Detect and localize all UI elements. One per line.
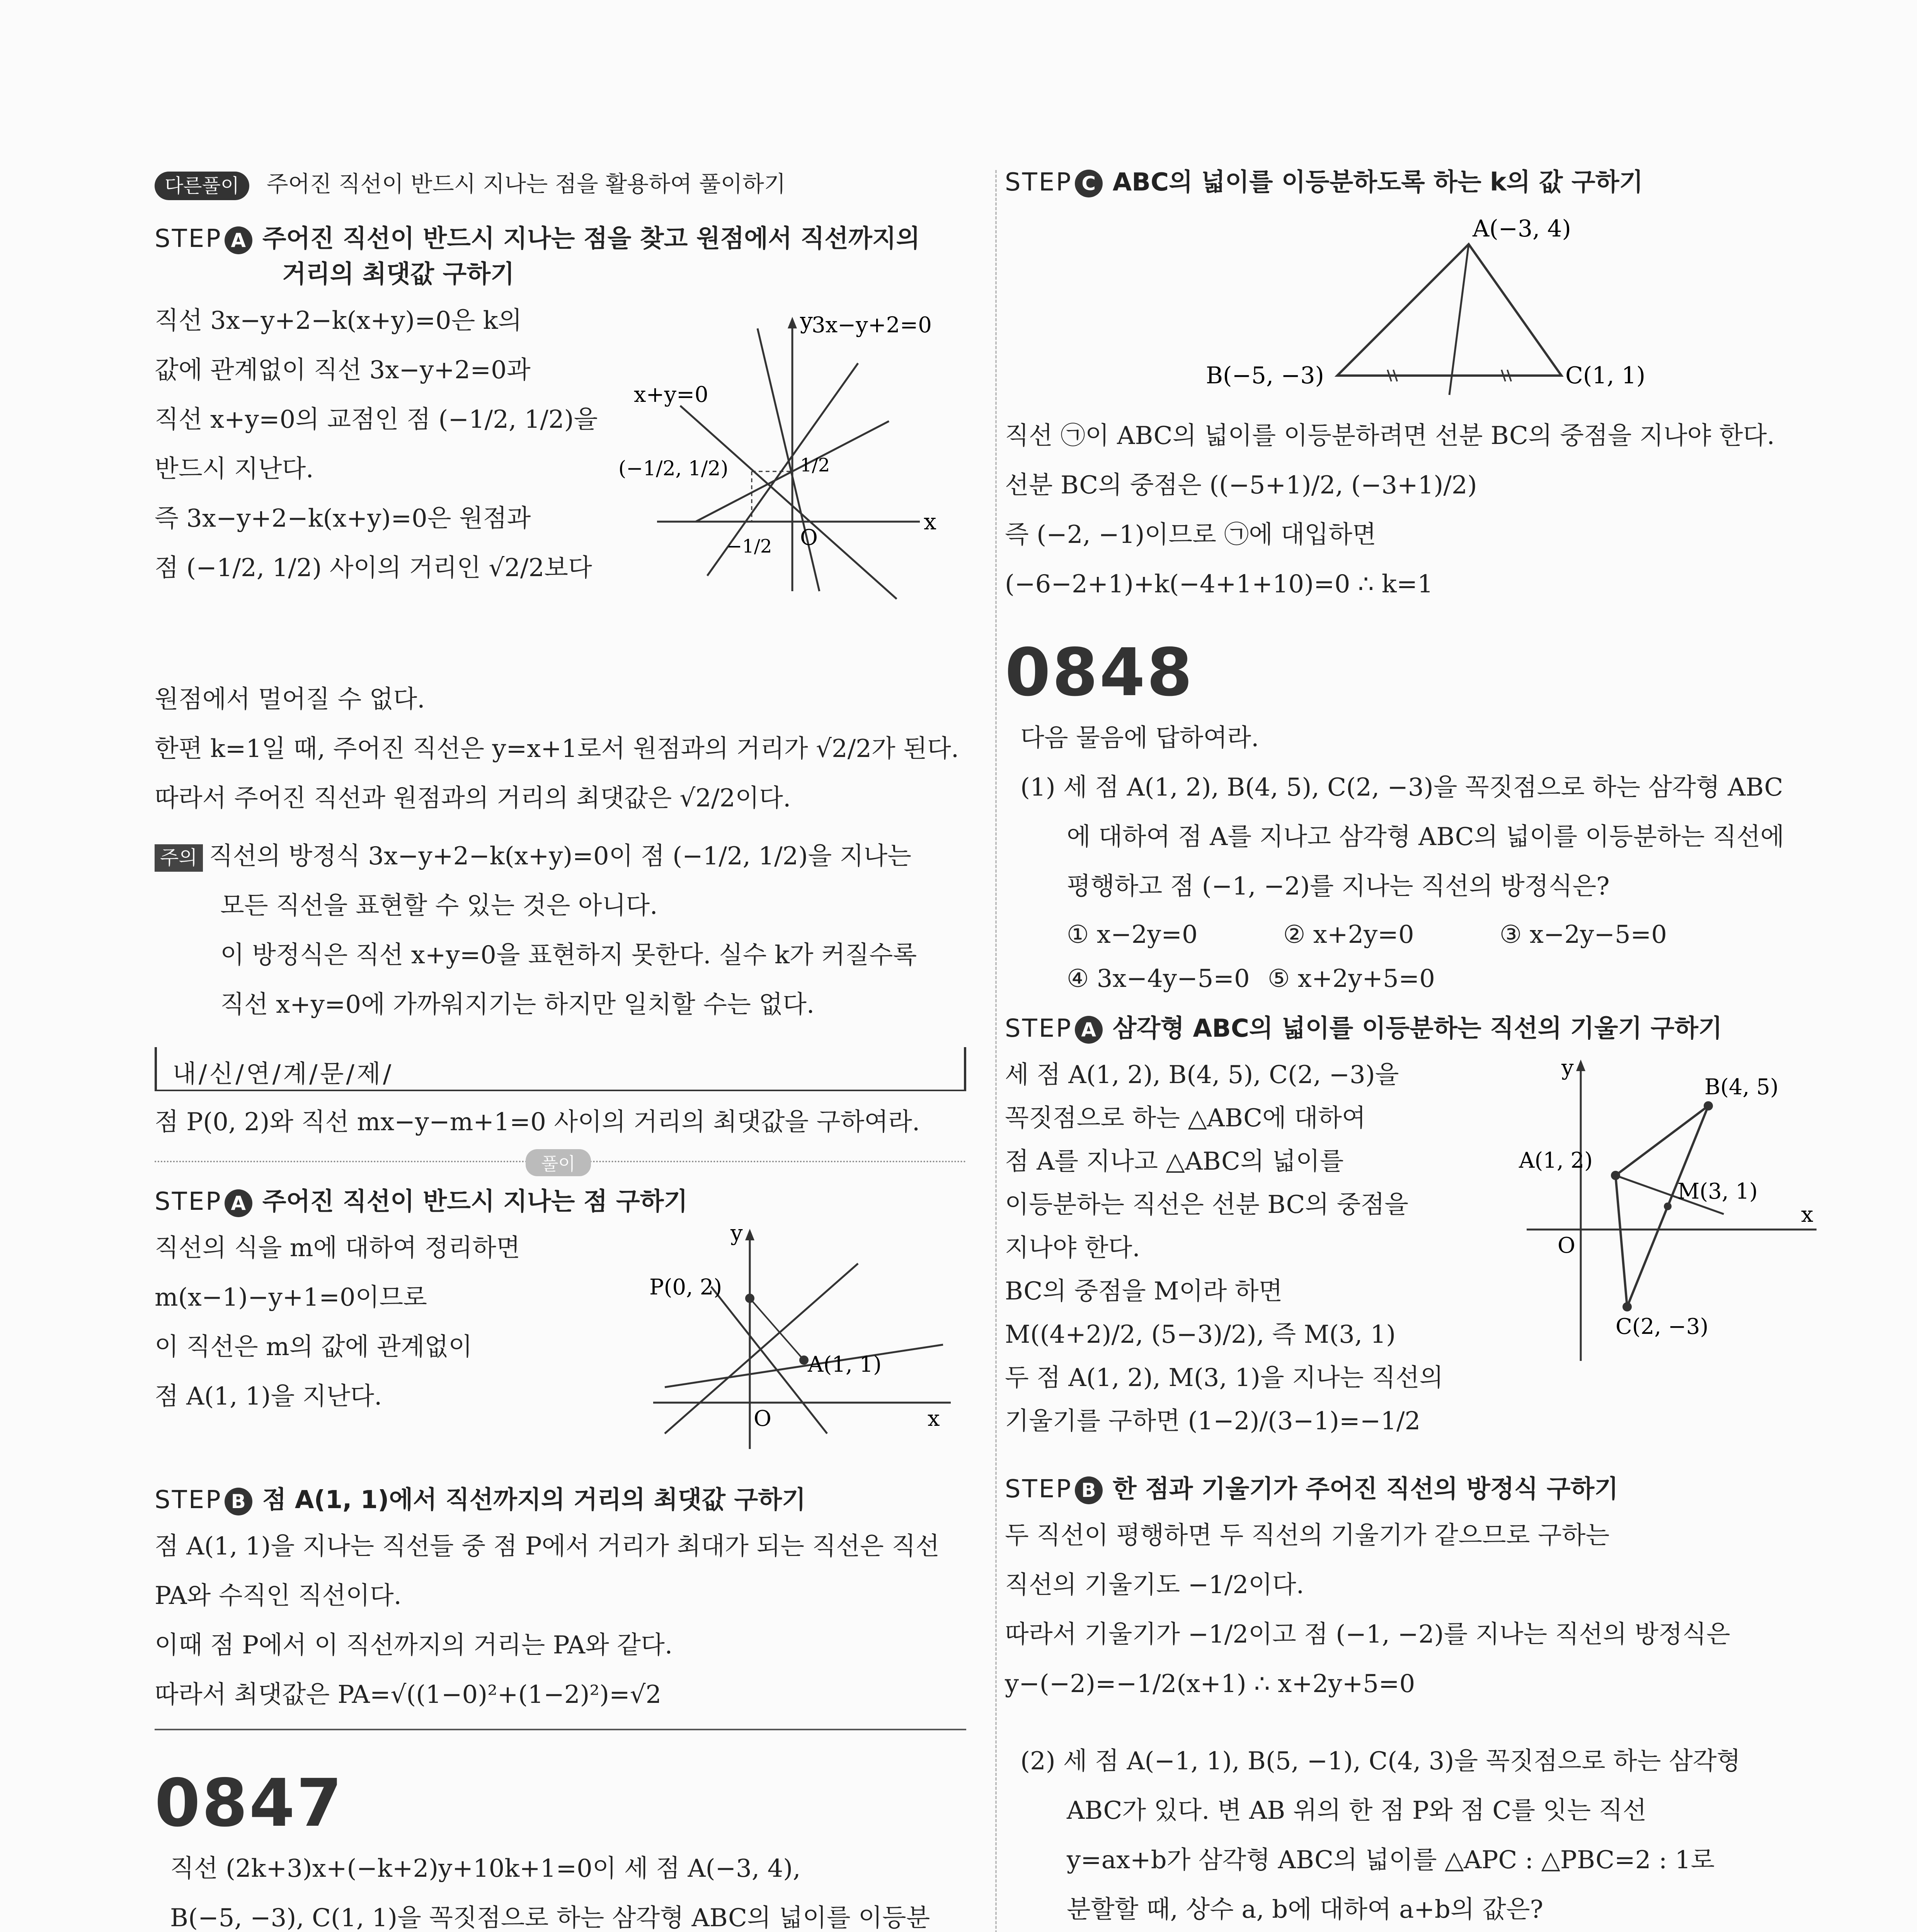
point-m-label: M(3, 1): [1677, 1179, 1758, 1204]
text-line: 즉 3x−y+2−k(x+y)=0은 원점과: [155, 504, 531, 533]
alt-solution-title: 주어진 직선이 반드시 지나는 점을 활용하여 풀이하기: [266, 171, 786, 197]
text-line: 직선 3x−y+2−k(x+y)=0은 k의: [155, 306, 522, 335]
problem-0847: 직선 (2k+3)x+(−k+2)y+10k+1=0이 세 점 A(−3, 4), B(−5, −3), C(1, 1)을 꼭짓점으로 하는 삼각형 ABC의 넓이를 이등분: [170, 1854, 930, 1932]
related-problem-text: 점 P(0, 2)와 직선 mx−y−m+1=0 사이의 거리의 최댓값을 구하여라.: [155, 1108, 920, 1137]
text-line: 한편 k=1일 때, 주어진 직선은 y=x+1로서 원점과의 거리가 √2/2가 된다.: [155, 735, 959, 764]
caution-badge: 주의: [155, 844, 203, 872]
right-column: STEP C ABC의 넓이를 이등분하도록 하는 k의 값 구하기 A(−3, 4) B(−5, −3) C(1, 1) 직선 ㉠이 ABC의 넓이를 이등분하려면 선분 BC의 중점을 지나야 한다. 선분 BC의 중점은 ((−5+1)/2, (−3+1)/2) 즉 (−2, −1)이므로 ㉠에 대입하면 (−6−2+1)+k(−4+1+10)=0 ∴ k=1 0848 다음 물음에 답하여라. (1) 세 점 A(1, 2), B(4, 5), C(2, −3)을 꼭짓점으로 하는 삼각형 ABC 에 대하여 점 A를 지나고 삼각형 ABC의 넓이를 이등분하는 직선에 평행하고 점 (−1, −2)를 지나는 직선의 방정식은? ① x−2y=0 ② x+2y=0 ③ x−2y−5=0 ④ 3x−4y−5=0 ⑤ x+2y+5=0 STEP A 삼각형 ABC의 넓이를 이등분하는 직선의 기울기 구하기 세 점 A(1, 2), B(4, 5), C(2, −3)을 꼭짓점으로 하는 △ABC에 대하여 점 A를 지나고 △ABC의 넓이를 이등분하는 직선은 선분 BC의 중점을 지나야 한다. BC의 중점을 M이라 하면 M((4+2)/2, (5−3)/2), 즉 M(3, 1) 두 점 A(1, 2), M(3, 1)을 지나는 직선의 기울기를 구하면 (1−2)/(3−1)=−1/2 A(1, 2) B(4, 5) C(2, −3) M(3, 1) y x O STEP B 한 점과 기울기가 주어진 직선의 방정식 구하기 두 직선이 평행하면 두 직선의 기울기가 같으므로 구하는 직선의 기울기도 −1/2이다. 따라서 기울기가 −1/2이고 점 (−1, −2)를 지나는 직선의 방정식은 y−(−2)=−1/2(x+1) ∴ x+2y+5=0 (2) 세 점 A(−1, 1), B(5, −1), C(4, 3)을 꼭짓점으로 하는 삼각형 ABC가 있다. 변 AB 위의 한 점 P와 점 C를 잇는 직선 y=ax+b가 삼각형 ABC의 넓이를 △APC : △PBC=2 : 1로 분할할 때, 상수 a, b에 대하여 a+b의 값은?: [1005, 162, 1840, 1932]
axis-y-label: y: [730, 1221, 743, 1246]
point-c-label: C(2, −3): [1616, 1314, 1709, 1339]
axis-y-label: y: [1561, 1055, 1574, 1080]
step-letter-icon: A: [225, 226, 252, 254]
text-line: 따라서 주어진 직선과 원점과의 거리의 최댓값은 √2/2이다.: [155, 784, 791, 813]
related-problem-box: [155, 1047, 966, 1091]
origin-label: O: [754, 1406, 771, 1432]
answer-options: [1020, 920, 1840, 949]
origin-label: O: [1558, 1233, 1575, 1258]
problem-number: 0848: [1005, 634, 1194, 711]
column-divider: [995, 170, 997, 1932]
tick-label: 1/2: [800, 454, 830, 476]
axis-x-label: x: [928, 1406, 940, 1432]
text-line: 직선 x+y=0의 교점인 점 (−1/2, 1/2)을: [155, 405, 598, 434]
equation-label: 3x−y+2=0: [812, 313, 932, 338]
step-letter-icon: C: [1075, 170, 1103, 197]
ns-step-a-block: 직선의 식을 m에 대하여 정리하면 m(x−1)−y+1=0이므로 이 직선은 m의 값에 관계없이 점 A(1, 1)을 지난다. P(0, 2) A(1, 1) y x O: [155, 1233, 966, 1464]
left-column: 다른풀이 주어진 직선이 반드시 지나는 점을 활용하여 풀이하기 STEP A 주어진 직선이 반드시 지나는 점을 찾고 원점에서 직선까지의 거리의 최댓값 구하기 직선 3x−y+2−k(x+y)=0은 k의 값에 관계없이 직선 3x−y+2=0과 직선 x+y=0의 교점인 점 (−1/2, 1/2)을 반드시 지난다. 즉 3x−y+2−k(x+y)=0은 원점과 점 (−1/2, 1/2) 사이의 거리인 √2/2보다 y 3x−y+2=0 x+y=0 (−1/2, 1/2) 1/2 −1/2 O x 원점에서 멀어질 수 없다. 한편 k=1일 때, 주어진 직선은 y=x+1로서 원점과의 거리가 √2/2가 된다. 따라서 주어진 직선과 원점과의 거리의 최댓값은 √2/2이다. 주의 직선의 방정식 3x−y+2−k(x+y)=0이 점 (−1/2, 1/2)을 지나는 모든 직선을 표현할 수 있는 것은 아니다. 이 방정식은 직선 x+y=0을 표현하지 못한다. 실수 k가 커질수록 직선 x+y=0에 가까워지기는 하지만 일치할 수는 없다. 내/신/연/계/문/제/ 점 P(0, 2)와 직선 mx−y−m+1=0 사이의 거리의 최댓값을 구하여라. 풀이 STEP A 주어진 직선이 반드시 지나는 점 구하기 직선의 식을 m에 대하여 정리하면 m(x−1)−y+1=0이므로 이 직선은 m의 값에 관계없이 점 A(1, 1)을 지난다. P(0, 2) A(1, 1) y x O STEP B 점 A(1, 1)에서 직선까지의 거리의 최댓값 구하기 점 A(1, 1)을 지나는 직선들 중 점 P에서 거리가 최대가 되는 직선은 직선 PA와 수직인 직선이다. 이때 점 P에서 이 직선까지의 거리는 PA와 같다. 따라서 최댓값은 PA=√((1−0)²+(1−2)²)=√2 0847 직선 (2k+3)x+(−k+2)y+10k+1=0이 세 점 A(−3, 4), B(−5, −3), C(1, 1)을 꼭짓점으로 하는 삼각형 ABC의 넓이를 이등분: [155, 170, 966, 1932]
text-line: 반드시 지난다.: [155, 455, 314, 484]
figure-triangle-median: [1515, 1052, 1824, 1369]
axis-x-label: x: [1801, 1202, 1813, 1227]
ns-step-a-heading: STEP A 주어진 직선이 반드시 지나는 점 구하기: [155, 1182, 966, 1217]
option[interactable]: ① x−2y=0: [1067, 920, 1198, 949]
divider: [155, 1729, 966, 1730]
axis-y-label: y: [800, 308, 813, 334]
figure-point-line-distance: [642, 1217, 958, 1457]
p848-step-a-block: 세 점 A(1, 2), B(4, 5), C(2, −3)을 꼭짓점으로 하는 △ABC에 대하여 점 A를 지나고 △ABC의 넓이를 이등분하는 직선은 선분 BC의 중점을 지나야 한다. BC의 중점을 M이라 하면 M((4+2)/2, (5−3)/2), 즉 M(3, 1) 두 점 A(1, 2), M(3, 1)을 지나는 직선의 기울기를 구하면 (1−2)/(3−1)=−1/2 A(1, 2) B(4, 5) C(2, −3) M(3, 1) y x O: [1005, 1060, 1840, 1454]
tick-label: −1/2: [727, 536, 772, 558]
problem-0848: 다음 물음에 답하여라. (1) 세 점 A(1, 2), B(4, 5), C(2, −3)을 꼭짓점으로 하는 삼각형 ABC 에 대하여 점 A를 지나고 삼각형 ABC의 넓이를 이등분하는 직선에 평행하고 점 (−1, −2)를 지나는 직선의 방정식은? ① x−2y=0 ② x+2y=0 ③ x−2y−5=0 ④ 3x−4y−5=0 ⑤ x+2y+5=0: [1005, 723, 1840, 993]
step-letter-icon: A: [225, 1189, 252, 1217]
step-a-block: [155, 305, 966, 684]
alt-solution-badge: 다른풀이: [155, 172, 249, 201]
related-problem-title: 내/신/연/계/문/제/: [172, 1060, 394, 1089]
point-a-label: A(1, 2): [1519, 1148, 1593, 1173]
step-a-heading: STEP A 주어진 직선이 반드시 지나는 점을 찾고 원점에서 직선까지의 거리의 최댓값 구하기: [155, 224, 920, 289]
option[interactable]: ③ x−2y−5=0: [1500, 920, 1667, 949]
origin-label: O: [800, 525, 818, 551]
vertex-b-label: B(−5, −3): [1206, 362, 1324, 389]
point-b-label: B(4, 5): [1704, 1075, 1779, 1100]
answer-options: [1020, 964, 1840, 993]
option[interactable]: ④ 3x−4y−5=0: [1067, 964, 1250, 993]
equation-label: x+y=0: [634, 382, 708, 408]
step-letter-icon: A: [1075, 1016, 1103, 1044]
problem-number: 0847: [155, 1765, 344, 1842]
solution-divider: [155, 1153, 966, 1175]
option[interactable]: ⑤ x+2y+5=0: [1268, 964, 1435, 993]
axis-x-label: x: [924, 509, 936, 535]
problem-0848-part2: (2) 세 점 A(−1, 1), B(5, −1), C(4, 3)을 꼭짓점으로 하는 삼각형 ABC가 있다. 변 AB 위의 한 점 P와 점 C를 잇는 직선 y=ax+b가 삼각형 ABC의 넓이를 △APC : △PBC=2 : 1로 분할할 때, 상수 a, b에 대하여 a+b의 값은?: [1020, 1747, 1741, 1924]
text-line: 원점에서 멀어질 수 없다.: [155, 685, 425, 714]
alt-solution-header: [155, 170, 966, 200]
figure-lines-through-point: [611, 305, 958, 614]
text-line: 점 (−1/2, 1/2) 사이의 거리인 √2/2보다: [155, 554, 592, 583]
step-letter-icon: B: [225, 1488, 252, 1515]
ns-step-b-heading: STEP B 점 A(1, 1)에서 직선까지의 거리의 최댓값 구하기: [155, 1480, 966, 1515]
step-letter-icon: B: [1075, 1476, 1103, 1504]
figure-triangle-abc: [1005, 213, 1817, 414]
point-a-label: A(1, 1): [808, 1352, 882, 1378]
option[interactable]: ② x+2y=0: [1283, 920, 1414, 949]
solution-badge: 풀이: [526, 1149, 591, 1176]
point-label: (−1/2, 1/2): [618, 457, 729, 481]
vertex-c-label: C(1, 1): [1565, 362, 1646, 389]
point-p-label: P(0, 2): [649, 1275, 722, 1300]
p848-step-b-heading: STEP B 한 점과 기울기가 주어진 직선의 방정식 구하기: [1005, 1469, 1840, 1505]
vertex-a-label: A(−3, 4): [1473, 215, 1571, 242]
step-c-heading: STEP C ABC의 넓이를 이등분하도록 하는 k의 값 구하기: [1005, 162, 1840, 198]
p848-step-a-heading: STEP A 삼각형 ABC의 넓이를 이등분하는 직선의 기울기 구하기: [1005, 1009, 1840, 1044]
caution-note: 주의 직선의 방정식 3x−y+2−k(x+y)=0이 점 (−1/2, 1/2)을 지나는 모든 직선을 표현할 수 있는 것은 아니다. 이 방정식은 직선 x+y=0을 표현하지 못한다. 실수 k가 커질수록 직선 x+y=0에 가까워지기는 하지만 일치할 수는 없다.: [155, 841, 966, 1020]
text-line: 값에 관계없이 직선 3x−y+2=0과: [155, 356, 531, 385]
